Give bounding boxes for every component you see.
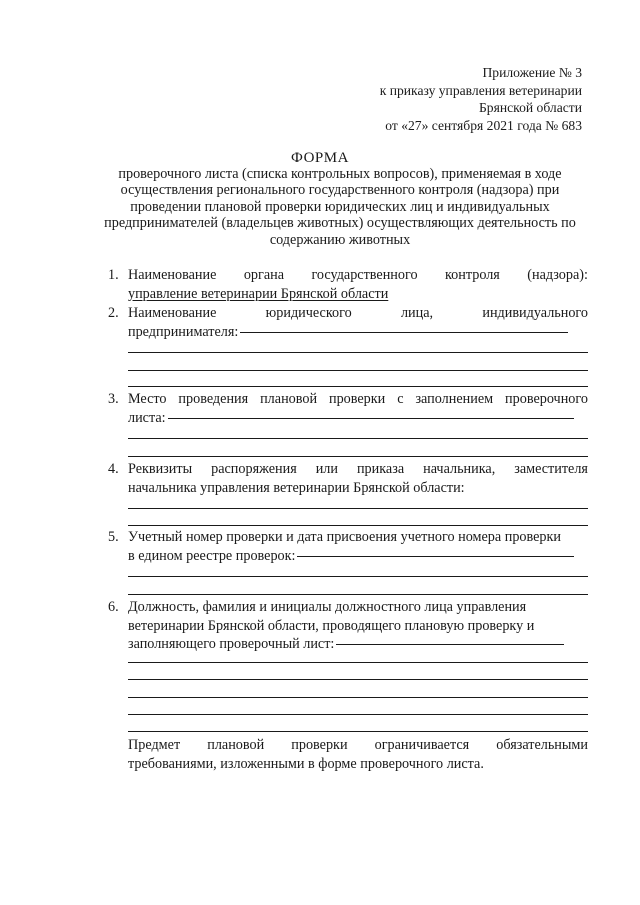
word: органа [243,267,285,283]
word: индивидуального [482,305,588,321]
word: Реквизиты [128,461,193,477]
item-text-line [128,285,588,304]
word: Наименование [128,267,217,283]
item-text-line [128,409,574,428]
item-text-line [128,635,564,654]
word: плановой [260,391,318,407]
word: (надзора): [527,267,588,283]
blank-line[interactable] [128,679,588,680]
word: проверки [291,737,348,753]
word: распоряжения [211,461,297,477]
item-text: Должность, фамилия и инициалы должностного лица управления [128,599,527,615]
blank-line[interactable] [128,714,588,715]
blank-line[interactable] [128,508,588,509]
word: государственного [311,267,418,283]
item-text-line [128,547,574,566]
word: Наименование [128,305,217,321]
item-text-line [128,323,568,342]
subtitle-line: осуществления регионального государственного контроля (надзора) при [120,182,560,199]
word: обязательными [496,737,588,753]
blank-line[interactable] [128,456,588,457]
annex-line: от «27» сентября 2021 года № 683 [385,117,582,133]
item-number: 5. [108,529,119,545]
field-label: листа: [128,409,166,426]
inspector-field[interactable] [336,644,564,645]
annex-line: к приказу управления ветеринарии [379,82,582,98]
item-text-line [128,479,588,498]
blank-line[interactable] [128,386,588,387]
word: заполнением [415,391,494,407]
word: с [397,391,404,407]
item-number: 3. [108,391,119,407]
blank-line[interactable] [128,731,588,732]
blank-line[interactable] [128,525,588,526]
word: начальника, [423,461,496,477]
entity-name-field[interactable] [240,332,568,333]
annex-header [380,64,582,134]
item-text-line [128,528,588,547]
word: контроля [445,267,500,283]
closing-line [128,755,588,774]
word: плановой [207,737,265,753]
subtitle-line: проверочного листа (списка контрольных вопросов), применяемая в ходе [118,166,562,182]
blank-line[interactable] [128,352,588,353]
blank-line[interactable] [128,594,588,595]
inspection-authority-value: управление ветеринарии Брянской области [128,285,389,302]
form-title: ФОРМА [291,150,349,166]
item-text-line [128,266,588,285]
subtitle-line: проведении плановой проверки юридических лиц и индивидуальных [130,198,550,215]
blank-line[interactable] [128,662,588,663]
item-text: Учетный номер проверки и дата присвоения учетного номера проверки [128,529,562,545]
item-number: 2. [108,305,119,321]
word: заместителя [514,461,588,477]
field-label: предпринимателя: [128,323,239,340]
word: или [315,461,338,477]
word: приказа [356,461,405,477]
closing-paragraph [128,736,588,773]
blank-line[interactable] [128,697,588,698]
subtitle-line: содержанию животных [269,231,411,248]
form-subtitle [90,166,590,248]
field-label: заполняющего проверочный лист: [128,636,335,653]
field-label: начальника управления ветеринарии Брянской области: [128,479,465,496]
inspection-location-field[interactable] [168,418,574,419]
item-number: 6. [108,599,119,615]
word: лица, [400,305,434,321]
word: Предмет [128,737,181,753]
word: проверочного [505,391,588,407]
blank-line[interactable] [128,370,588,371]
closing-text: требованиями, изложенными в форме проверочного листа. [128,755,484,772]
blank-line[interactable] [128,576,588,577]
item-number: 1. [108,267,119,283]
word: ограничивается [374,737,470,753]
field-label: в едином реестре проверок: [128,547,296,564]
item-text-line [128,617,588,636]
word: проведения [178,391,249,407]
blank-line[interactable] [128,438,588,439]
item-text: ветеринарии Брянской области, проводящего плановую проверку и [128,617,535,634]
subtitle-line: предпринимателей (владельцев животных) осуществляющих деятельность по [104,215,576,232]
word: юридического [265,305,352,321]
word: проверки [328,391,386,407]
annex-line: Брянской области [479,100,582,115]
annex-line: Приложение № 3 [482,65,582,80]
closing-line [128,736,588,755]
item-number: 4. [108,461,119,477]
word: Место [128,391,167,407]
item-text-line [128,598,588,617]
item-text-line [128,460,588,479]
registry-number-field[interactable] [297,556,574,557]
item-text-line [128,304,588,323]
item-text-line [128,390,588,409]
